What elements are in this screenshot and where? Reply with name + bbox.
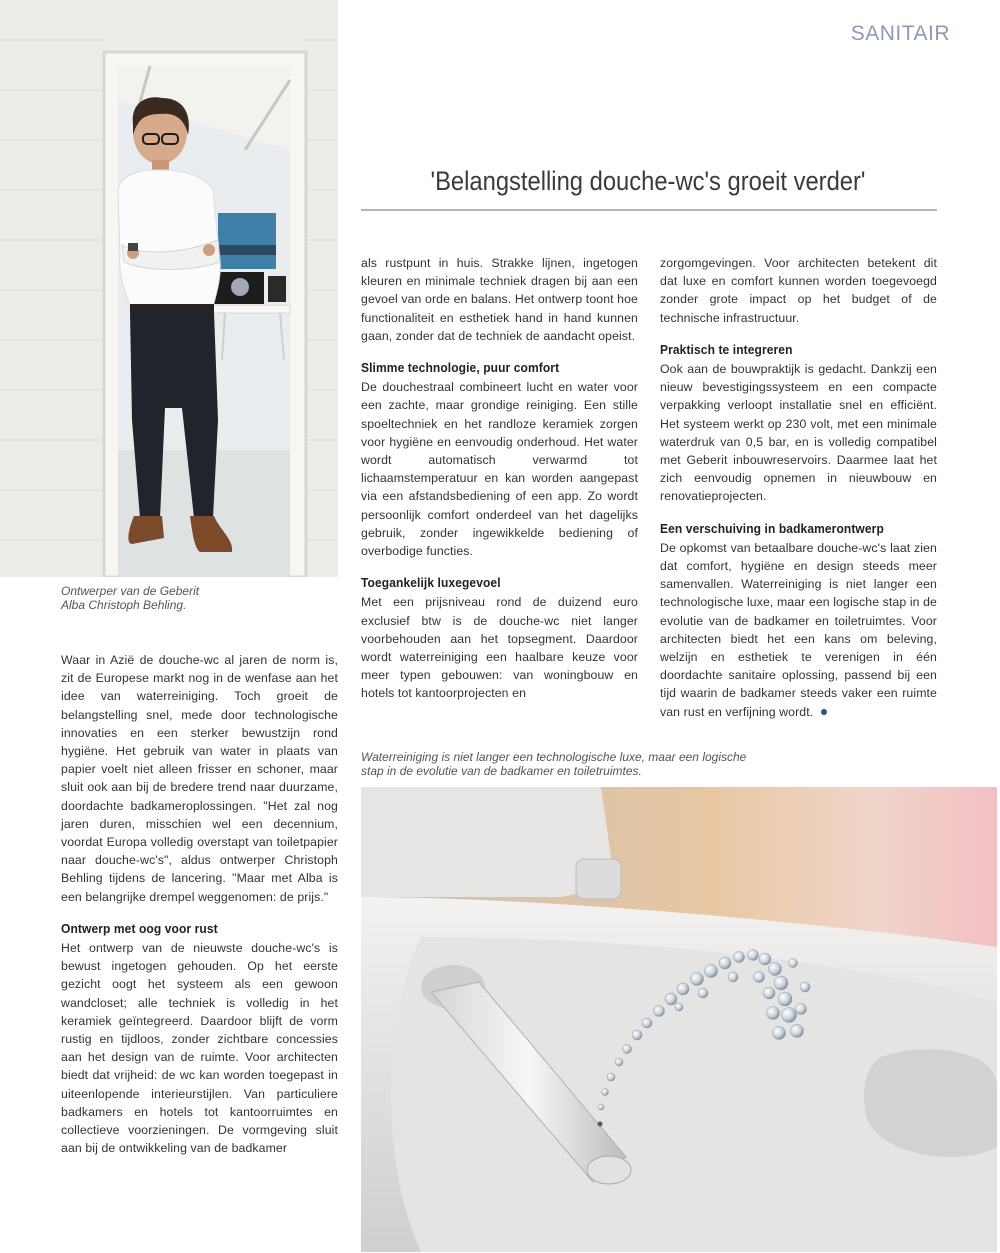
paragraph-text: De opkomst van betaalbare douche-wc's laat zien dat comfort, hygiëne en design steeds meer samenvallen. Waterreiniging is niet langer een technologische luxe, maar een logische stap in de evolutie van de badkamer en toiletruimtes. Voor architecten biedt het een kans om beleving, welzijn en esthetiek te verenigen in één doordachte sanitaire oplossing, passend bij een tijd waarin de badkamer steeds vaker een ruimte van rust en verfijning wordt. bbox=[660, 540, 937, 719]
section-label: SANITAIR bbox=[850, 22, 950, 45]
paragraph: Waar in Azië de douche-wc al jaren de norm is, zit de Europese markt nog in de wenfase aan het idee van waterreiniging. Toch groeit de belangstelling snel, mede door technologische innovaties en een sterker bewustzijn rond hygiëne. Het gebruik van water in plaats van papier voelt niet alleen frisser en schoner, maar sluit ook aan bij de bredere trend naar duurzame, doordachte badkameroplossingen. "Het zal nog jaren duren, misschien wel een decennium, voordat Europa volledig overstapt van toiletpapier naar douche-wc's", aldus ontwerper Christoph Behling tijdens de lancering. "Maar met Alba is een belangrijke drempel weggenomen: de prijs." bbox=[61, 653, 338, 904]
article-column-2 bbox=[361, 254, 638, 703]
headline-divider bbox=[361, 209, 937, 211]
caption-line: Ontwerper van de Geberit bbox=[61, 584, 200, 598]
caption-line: Waterreiniging is niet langer een technologische luxe, maar een logische bbox=[361, 750, 747, 764]
shower-toilet-photo bbox=[361, 787, 997, 1252]
paragraph bbox=[660, 539, 937, 721]
paragraph: Ook aan de bouwpraktijk is gedacht. Dankzij een nieuw bevestigingssysteem en een compacte verpakking verloopt installatie snel en efficiënt. Het systeem werkt op 230 volt, met een minimale waterdruk van 0,5 bar, en is volledig compatibel met Geberit inbouwreservoirs. Daarmee laat het zich eenvoudig opnemen in nieuwbouw en renovatieprojecten. bbox=[660, 362, 937, 504]
designer-photo bbox=[0, 0, 338, 577]
article-column-3 bbox=[660, 254, 937, 721]
caption-line: Alba Christoph Behling. bbox=[61, 598, 187, 612]
subheading: Slimme technologie, puur comfort bbox=[361, 360, 560, 376]
paragraph: De douchestraal combineert lucht en water voor een zachte, maar grondige reiniging. Een stille spoeltechniek en het randloze keramiek zorgen voor hygiëne en eenvoudig onderhoud. Het water wordt automatisch verwarmd tot lichaamstemperatuur en kan worden aangepast via een afstandsbediening of een app. Zo wordt persoonlijk comfort onderdeel van het dagelijks gebruik, zonder ingewikkelde bediening of overbodige functies. bbox=[361, 380, 638, 559]
paragraph: zorgomgevingen. Voor architecten betekent dit dat luxe en comfort kunnen worden toegevoegd zonder grote impact op het budget of de technische infrastructuur. bbox=[660, 256, 937, 325]
paragraph: Het ontwerp van de nieuwste douche-wc's is bewust ingetogen gehouden. Op het eerste gezicht oogt het systeem als een gewoon wandcloset; alle techniek is volledig in het keramiek geïntegreerd. Daardoor blijft de vorm rustig en tijdloos, zonder zichtbare concessies aan het design van de ruimte. Voor architecten biedt dat vrijheid: de wc kan worden toegepast in uiteenlopende interieurstijlen. Van particuliere badkamers en hotels tot kantoorruimtes en collectieve voorzieningen. De vormgeving sluit aan bij de ontwikkeling van de badkamer bbox=[61, 941, 338, 1156]
paragraph: als rustpunt in huis. Strakke lijnen, ingetogen kleuren en minimale techniek dragen bij aan een gevoel van orde en balans. Het ontwerp toont hoe functionaliteit en esthetiek hand in hand kunnen gaan, zonder dat de techniek de aandacht opeist. bbox=[361, 256, 638, 343]
paragraph: Met een prijsniveau rond de duizend euro exclusief btw is de douche-wc niet langer voorbehouden aan het topsegment. Daardoor wordt waterreiniging een haalbare keuze voor meer typen gebouwen: van woningbouw en hotels tot kantoorprojecten en bbox=[361, 595, 638, 701]
article-column-1 bbox=[61, 651, 338, 1157]
subheading: Ontwerp met oog voor rust bbox=[61, 920, 218, 936]
subheading: Een verschuiving in badkamerontwerp bbox=[660, 520, 884, 536]
subheading: Toegankelijk luxegevoel bbox=[361, 575, 501, 591]
caption-line: stap in de evolutie van de badkamer en toiletruimtes. bbox=[361, 764, 642, 778]
subheading: Praktisch te integreren bbox=[660, 341, 793, 357]
end-of-article-icon bbox=[821, 709, 827, 715]
article-headline: 'Belangstelling douche-wc's groeit verder' bbox=[430, 166, 866, 196]
wc-photo-caption bbox=[361, 750, 801, 778]
designer-photo-caption bbox=[61, 584, 331, 612]
